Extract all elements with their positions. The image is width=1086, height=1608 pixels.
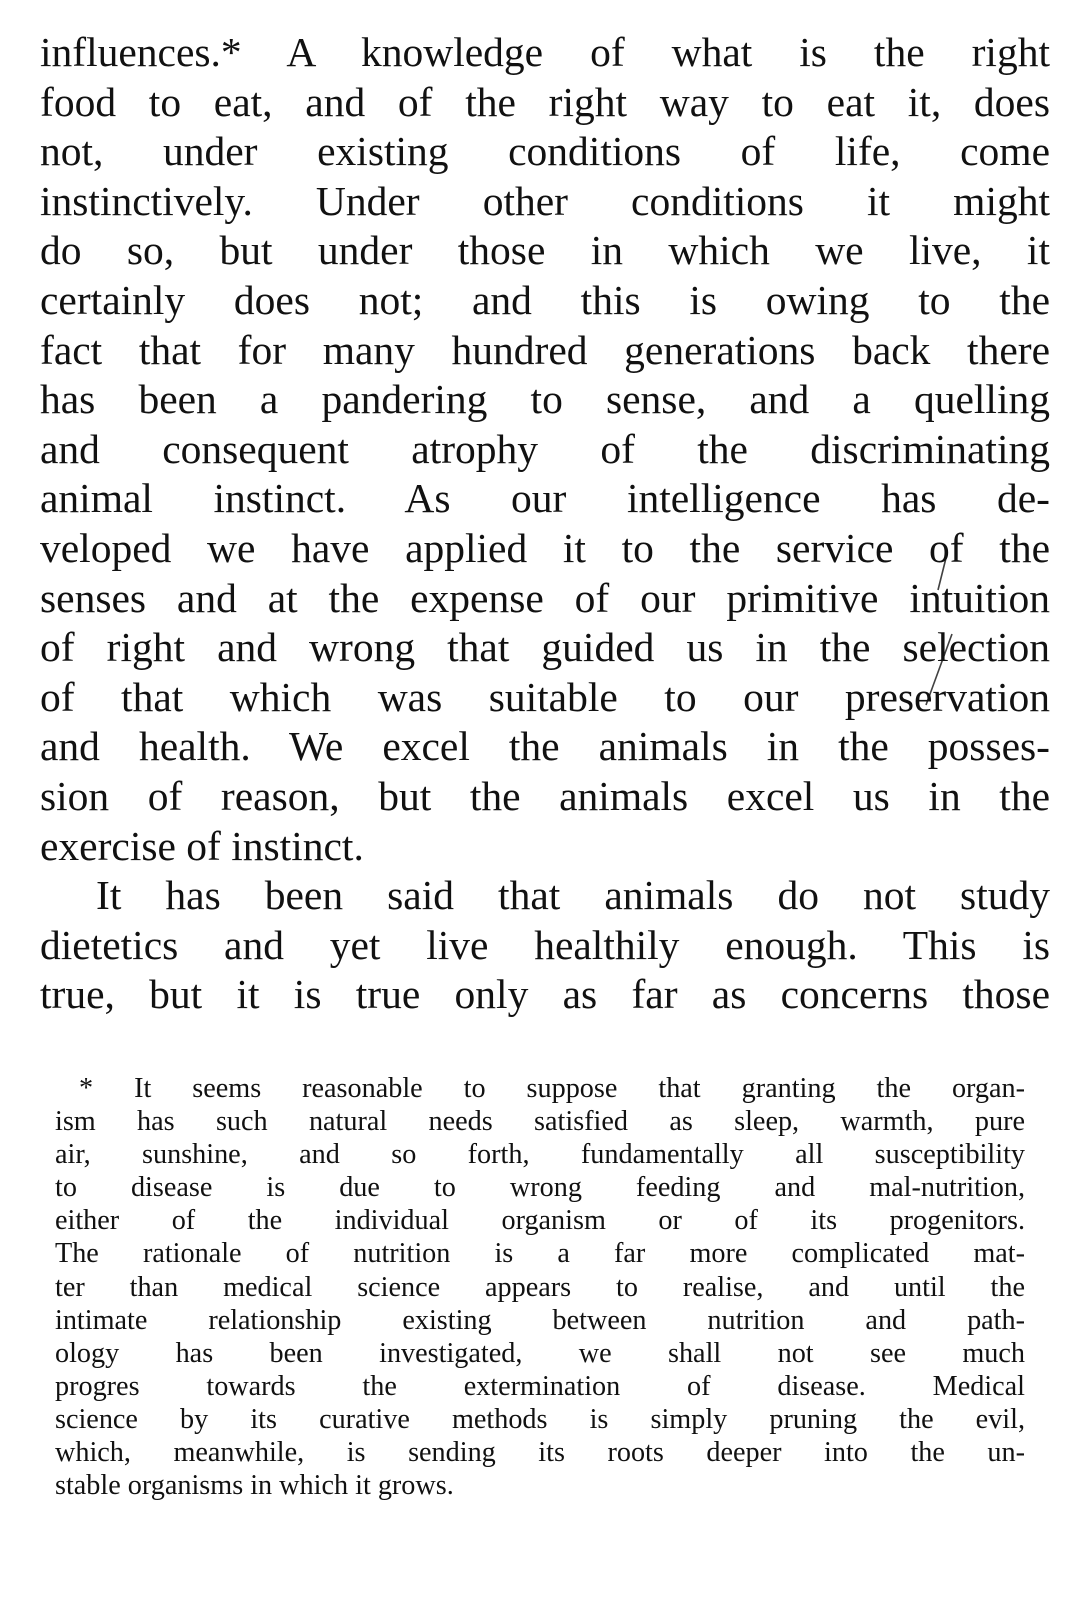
body-line: certainly does not; and this is owing to the	[40, 276, 1050, 323]
body-line: of right and wrong that guided us in the selection	[40, 624, 1050, 671]
body-line: has been a pandering to sense, and a quelling	[40, 376, 1050, 423]
footnote-line: air, sunshine, and so forth, fundamentally all susceptibility	[55, 1139, 1025, 1171]
body-line: do so, but under those in which we live, it	[40, 227, 1050, 274]
body-line: not, under existing conditions of life, come	[40, 128, 1050, 175]
body-text	[40, 28, 1050, 1020]
body-line: of that which was suitable to our preservation	[40, 673, 1050, 720]
body-line: food to eat, and of the right way to eat it, does	[40, 78, 1050, 125]
body-line: true, but it is true only as far as concerns those	[40, 971, 1050, 1018]
footnote-line: either of the individual organism or of its progenitors.	[55, 1205, 1025, 1237]
body-line: veloped we have applied it to the service of the	[40, 524, 1050, 571]
body-line: and consequent atrophy of the discriminating	[40, 425, 1050, 472]
footnote-line: * It seems reasonable to suppose that granting the organ-	[79, 1073, 1025, 1104]
footnote-line: The rationale of nutrition is a far more complicated mat-	[55, 1238, 1025, 1270]
body-line-paragraph-end: exercise of instinct.	[40, 822, 364, 869]
body-line-paragraph-start: It has been said that animals do not study	[96, 872, 1050, 919]
body-line: animal instinct. As our intelligence has de-	[40, 475, 1050, 522]
footnote-line: intimate relationship existing between nutrition and path-	[55, 1304, 1025, 1336]
body-line: instinctively. Under other conditions it might	[40, 177, 1050, 224]
footnote	[55, 1072, 1025, 1502]
footnote-line: science by its curative methods is simply pruning the evil,	[55, 1403, 1025, 1435]
footnote-line: ology has been investigated, we shall not see much	[55, 1337, 1025, 1369]
body-line: and health. We excel the animals in the posses-	[40, 723, 1050, 770]
body-line: fact that for many hundred generations back there	[40, 326, 1050, 373]
footnote-line: progres towards the extermination of disease. Medical	[55, 1370, 1025, 1402]
footnote-line: which, meanwhile, is sending its roots deeper into the un-	[55, 1437, 1025, 1469]
body-line: influences.* A knowledge of what is the right	[40, 29, 1050, 75]
body-line: senses and at the expense of our primitive intuition	[40, 574, 1050, 621]
footnote-line: to disease is due to wrong feeding and mal-nutrition,	[55, 1172, 1025, 1204]
footnote-line-end: stable organisms in which it grows.	[55, 1470, 454, 1502]
footnote-line: ism has such natural needs satisfied as sleep, warmth, pure	[55, 1106, 1025, 1138]
footnote-line: ter than medical science appears to realise, and until the	[55, 1271, 1025, 1303]
body-line: dietetics and yet live healthily enough. This is	[40, 921, 1050, 968]
body-line: sion of reason, but the animals excel us in the	[40, 772, 1050, 819]
